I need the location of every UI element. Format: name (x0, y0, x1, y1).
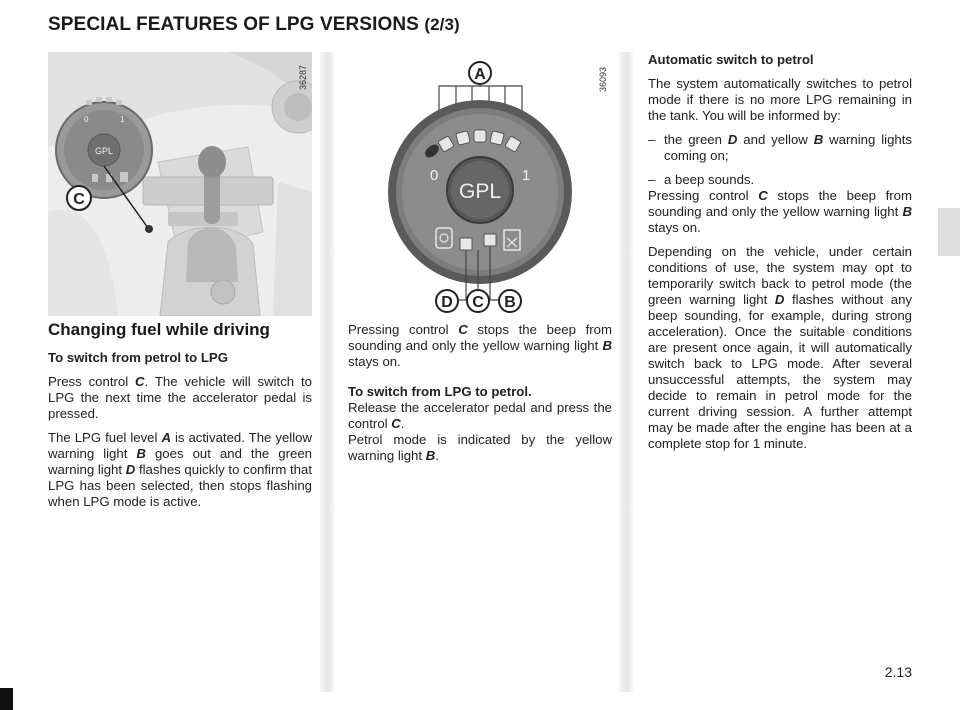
diagram-ref: 36093 (598, 66, 608, 92)
diagram-label-a: A (474, 66, 486, 83)
text: Petrol mode is indicated by the yellow warning light (348, 432, 612, 463)
ref-b: B (902, 204, 912, 219)
text: Depending on the vehicle, under certain conditions of use, the system may opt to temporarily switch back to petrol mode (the green warning light (648, 244, 912, 307)
text: Press control (48, 374, 136, 389)
section-heading: Changing fuel while driving (48, 320, 270, 339)
text: is activated. The yellow warning light (48, 430, 312, 461)
photo-ref: 36287 (298, 64, 308, 90)
column-3 (648, 52, 912, 460)
text: and yellow (737, 132, 814, 147)
page-number: 2.13 (884, 664, 912, 680)
ref-c: C (758, 188, 768, 203)
column-divider-2 (619, 52, 633, 692)
bullet-dash: – (648, 132, 656, 147)
ref-c: C (458, 322, 468, 337)
title-main: SPECIAL FEATURES OF LPG VERSIONS (48, 14, 419, 35)
subheading-petrol-to-lpg: To switch from petrol to LPG (48, 350, 228, 365)
ref-c: C (391, 416, 401, 431)
bullet-beep (648, 172, 912, 188)
text: stops the beep from sounding and only the yellow warning light (648, 188, 912, 219)
text: stops the beep from sounding and only the yellow warning light (348, 322, 612, 353)
diagram-label-d: D (441, 294, 453, 311)
column-1 (48, 322, 312, 518)
text: stays on. (348, 354, 401, 369)
bullet-warning-lights (648, 132, 912, 164)
subheading-auto-switch: Automatic switch to petrol (648, 52, 814, 67)
text: flashes quickly to confirm that LPG has been selected, then stops flashing when LPG mode is active. (48, 462, 313, 509)
text: The LPG fuel level (48, 430, 162, 445)
scale-one: 1 (120, 115, 125, 124)
diagram-label-b: B (504, 294, 516, 311)
ref-b: B (602, 338, 612, 353)
ref-b: B (425, 448, 436, 463)
diagram-scale-zero: 0 (430, 167, 439, 184)
ref-b: B (813, 132, 824, 147)
scale-zero: 0 (84, 115, 89, 124)
dashboard-photo (48, 52, 312, 316)
paragraph-beep (348, 322, 612, 370)
text: . The vehicle will switch to LPG the next time the accelerator pedal is pressed. (48, 374, 312, 421)
switch-diagram (344, 52, 612, 320)
text: Pressing control (648, 188, 759, 203)
text: Release the accelerator pedal and press the control (348, 400, 612, 431)
diagram-label-c: C (472, 294, 484, 311)
ref-d: D (727, 132, 738, 147)
title-suffix: (2/3) (424, 15, 460, 34)
text: warning lights coming on; (664, 132, 913, 163)
text: goes out and the green warning light (48, 446, 313, 477)
text: stays on. (648, 220, 701, 235)
paragraph-beep-stop (648, 188, 912, 236)
switch-gpl-text: GPL (94, 146, 114, 156)
text: the green (664, 132, 728, 147)
column-2 (348, 322, 612, 472)
page-title (48, 14, 460, 36)
ref-a: A (161, 430, 171, 445)
subheading-lpg-to-petrol: To switch from LPG to petrol. (348, 384, 532, 399)
diagram-switch-gpl: GPL (458, 180, 502, 203)
column-divider-1 (320, 52, 334, 692)
ref-d: D (125, 462, 136, 477)
ref-b: B (136, 446, 146, 461)
text: . (400, 416, 405, 431)
paragraph-release-pedal (348, 400, 612, 432)
text: flashes without any beep sounding, for example, during strong acceleration). Once the suitable conditions are present once again, it will automatically switch back to LPG mode. After several unsuccessful attempts, the system may decide to remain in petrol mode for the current driving session. A further attempt may be made after the engine has been at a complete stop for 1 minute. (648, 292, 912, 451)
text: a beep sounds. (664, 172, 755, 187)
corner-mark (0, 688, 13, 710)
diagram-scale-one: 1 (522, 167, 531, 184)
paragraph-press-control (48, 374, 312, 422)
text: . (435, 448, 439, 463)
ref-d: D (774, 292, 785, 307)
paragraph-fuel-level (48, 430, 312, 510)
text: Pressing control (348, 322, 459, 337)
paragraph-conditions (648, 244, 912, 452)
bullet-dash: – (648, 172, 656, 187)
section-tab (938, 208, 960, 256)
paragraph-auto-switch: The system automatically switches to petrol mode if there is no more LPG remaining in the tank. You will be informed by: (648, 76, 912, 123)
ref-c: C (135, 374, 145, 389)
photo-label-c: C (73, 191, 85, 208)
paragraph-petrol-indicated (348, 432, 612, 464)
